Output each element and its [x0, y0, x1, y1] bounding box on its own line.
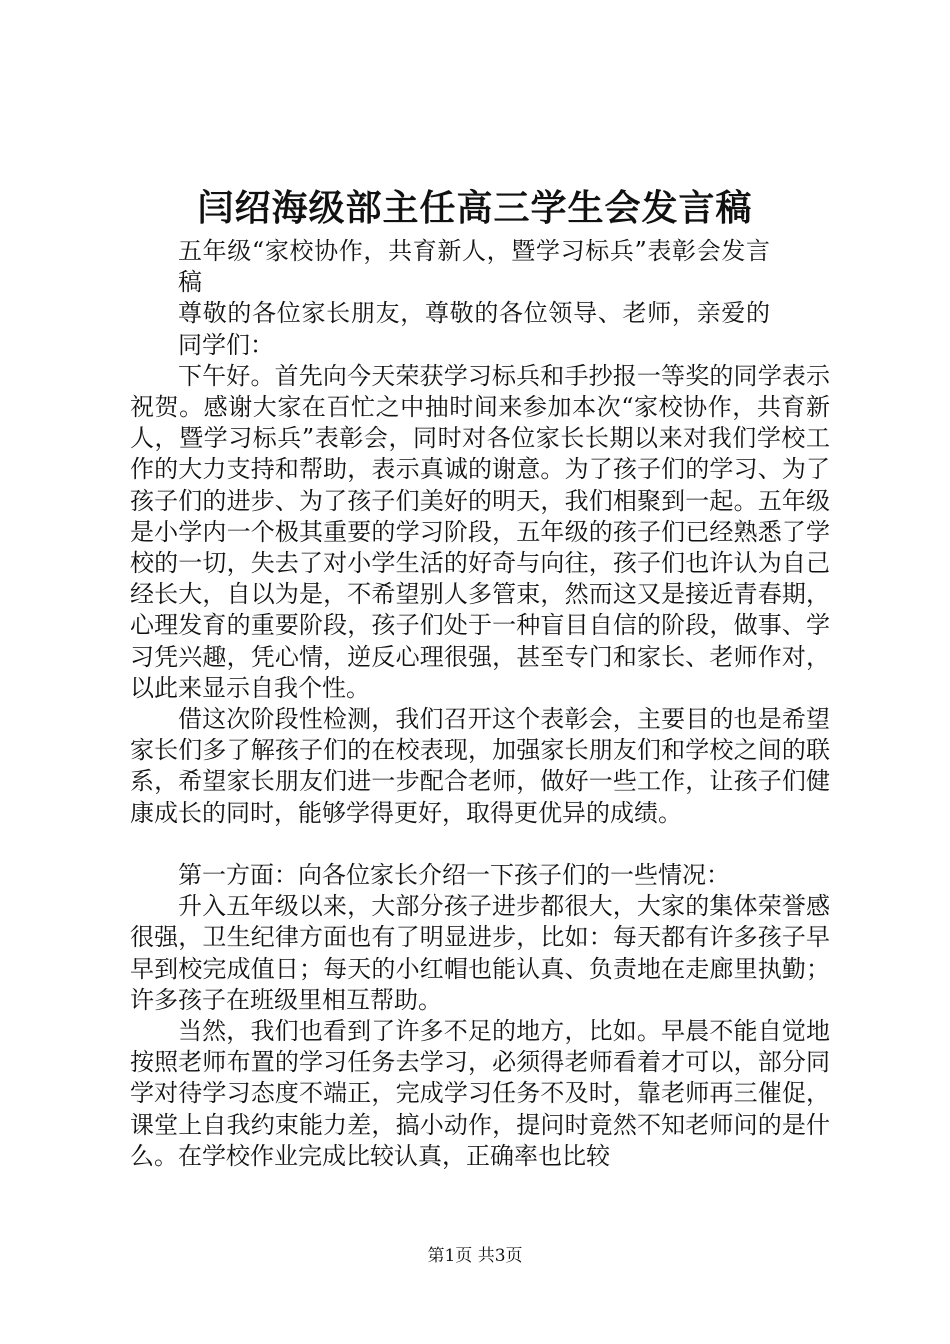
paragraph-greeting: 下午好。首先向今天荣获学习标兵和手抄报一等奖的同学表示祝贺。感谢大家在百忙之中抽时间来参加本次“家校协作，共育新人，暨学习标兵”表彰会，同时对各位家长长期以来对我们学校工作的大力支持和帮助，表示真诚的谢意。为了孩子们的学习、为了孩子们的进步、为了孩子们美好的明天，我们相聚到一起。五年级是小学内一个极其重要的学习阶段，五年级的孩子们已经熟悉了学校的一切，失去了对小学生活的好奇与向往，孩子们也许认为自己经长大，自以为是，不希望别人多管束，然而这又是接近青春期，心理发育的重要阶段，孩子们处于一种盲目自信的阶段，做事、学习凭兴趣，凭心情，逆反心理很强，甚至专门和家长、老师作对，以此来显示自我个性。 — [130, 361, 830, 702]
page-footer: 第1页 共3页 — [427, 1246, 523, 1266]
paragraph-subtitle: 五年级“家校协作，共育新人，暨学习标兵”表彰会发言稿 — [178, 237, 770, 297]
paragraph-purpose: 借这次阶段性检测，我们召开这个表彰会，主要目的也是希望家长们多了解孩子们的在校表现，加强家长朋友们和学校之间的联系，希望家长朋友们进一步配合老师，做好一些工作，让孩子们健康成长的同时，能够学得更好，取得更优异的成绩。 — [130, 705, 830, 827]
paragraph-section-heading: 第一方面：向各位家长介绍一下孩子们的一些情况： — [178, 861, 730, 890]
paragraph-shortcomings: 当然，我们也看到了许多不足的地方，比如。早晨不能自觉地按照老师布置的学习任务去学习，必须得老师看着才可以，部分同学对待学习态度不端正，完成学习任务不及时，靠老师再三催促，课堂上自我约束能力差，搞小动作，提问时竟然不知老师问的是什么。在学校作业完成比较认真，正确率也比较 — [130, 1017, 830, 1170]
paragraph-salutation: 尊敬的各位家长朋友，尊敬的各位领导、老师，亲爱的同学们： — [178, 299, 770, 359]
document-title: 闫绍海级部主任高三学生会发言稿 — [197, 187, 753, 229]
document-body — [130, 236, 830, 1172]
paragraph-progress: 升入五年级以来，大部分孩子进步都很大，大家的集体荣誉感很强，卫生纪律方面也有了明显进步，比如：每天都有许多孩子早早到校完成值日；每天的小红帽也能认真、负责地在走廊里执勤；许多孩子在班级里相互帮助。 — [130, 892, 830, 1014]
